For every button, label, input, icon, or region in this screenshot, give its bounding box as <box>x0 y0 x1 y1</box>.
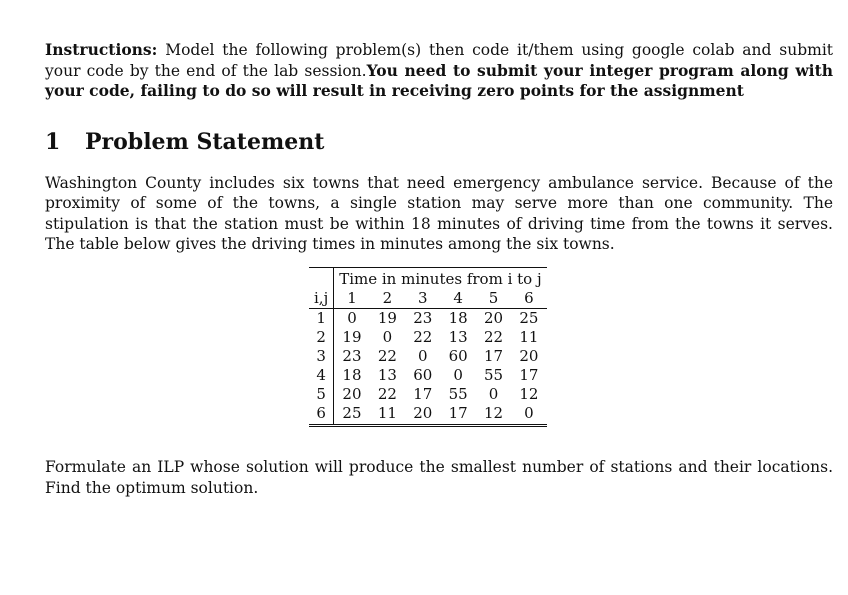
table-cell: 22 <box>483 328 504 346</box>
table-cell: 20 <box>483 309 504 327</box>
table-cell: 0 <box>347 309 357 327</box>
column-header: 3 <box>405 289 440 309</box>
instructions-warning: You need to submit your integer program along with your code, failing to do so will result in receiving zero points for the assignment <box>45 60 833 100</box>
table-cell: 13 <box>448 328 468 346</box>
table-cell: 0 <box>488 385 499 403</box>
problem-paragraph: Washington County includes six towns that need emergency ambulance service. Because of the proximity of some of the towns, a single station may serve more than one community. The stipulation is that the station must be within 18 minutes of driving time from the towns it serves. The table below gives the driving times in minutes among the six towns. <box>45 174 833 253</box>
row-label: 3 <box>309 347 334 366</box>
table-cell: 60 <box>448 347 468 365</box>
table-cell: 0 <box>453 366 463 384</box>
table-cell: 23 <box>342 347 362 365</box>
table-cell: 18 <box>342 366 362 384</box>
section-number: 1 <box>45 129 61 155</box>
table-cell: 19 <box>342 328 362 346</box>
table-cell: 0 <box>511 404 546 426</box>
table-cell: 17 <box>413 385 433 403</box>
instructions-paragraph <box>45 40 833 102</box>
table-cell: 25 <box>334 404 370 426</box>
row-label: 5 <box>309 385 334 404</box>
row-label: 6 <box>309 404 334 426</box>
table-row <box>309 366 547 385</box>
table-caption: Time in minutes from i to j <box>334 268 547 290</box>
instructions-text: Model the following problem(s) then code it/them using google colab and submit your code by the end of the lab session. <box>45 41 833 80</box>
table-cell: 0 <box>417 347 428 365</box>
table-cell: 12 <box>519 385 539 403</box>
table-cell: 22 <box>413 328 433 346</box>
table-cell: 17 <box>483 347 504 365</box>
table-cell: 20 <box>519 347 539 365</box>
table-row <box>309 347 547 366</box>
instructions-label: Instructions: <box>45 40 158 59</box>
table-cell: 12 <box>476 404 511 426</box>
table-cell: 22 <box>377 385 397 403</box>
table-corner-label: i,j <box>309 289 334 309</box>
closing-paragraph: Formulate an ILP whose solution will produce the smallest number of stations and their locations. Find the optimum solution. <box>45 458 833 497</box>
column-header: 4 <box>440 289 475 309</box>
table-cell: 20 <box>342 385 362 403</box>
column-header: 2 <box>370 289 405 309</box>
table-row <box>309 404 547 426</box>
column-header: 1 <box>334 289 370 309</box>
table-cell: 0 <box>382 328 393 346</box>
row-label: 2 <box>309 328 334 347</box>
table-row <box>309 385 547 404</box>
table-cell: 17 <box>440 404 475 426</box>
table-cell: 19 <box>377 309 397 327</box>
table-row <box>309 328 547 347</box>
column-header: 5 <box>476 289 511 309</box>
table-cell: 55 <box>483 366 504 384</box>
row-label: 4 <box>309 366 334 385</box>
row-label: 1 <box>309 309 334 329</box>
driving-time-table <box>309 267 547 427</box>
table-cell: 25 <box>519 309 539 327</box>
column-header: 6 <box>511 289 546 309</box>
table-cell: 11 <box>370 404 405 426</box>
table-cell: 23 <box>413 309 433 327</box>
table-row <box>309 309 547 329</box>
table-cell: 17 <box>519 366 539 384</box>
table-cell: 60 <box>413 366 433 384</box>
section-title: Problem Statement <box>85 129 325 155</box>
table-cell: 11 <box>519 328 539 346</box>
table-cell: 22 <box>377 347 397 365</box>
table-cell: 13 <box>377 366 397 384</box>
section-heading <box>45 129 324 155</box>
table-cell: 55 <box>448 385 468 403</box>
table-cell: 20 <box>405 404 440 426</box>
table-cell: 18 <box>448 309 468 327</box>
